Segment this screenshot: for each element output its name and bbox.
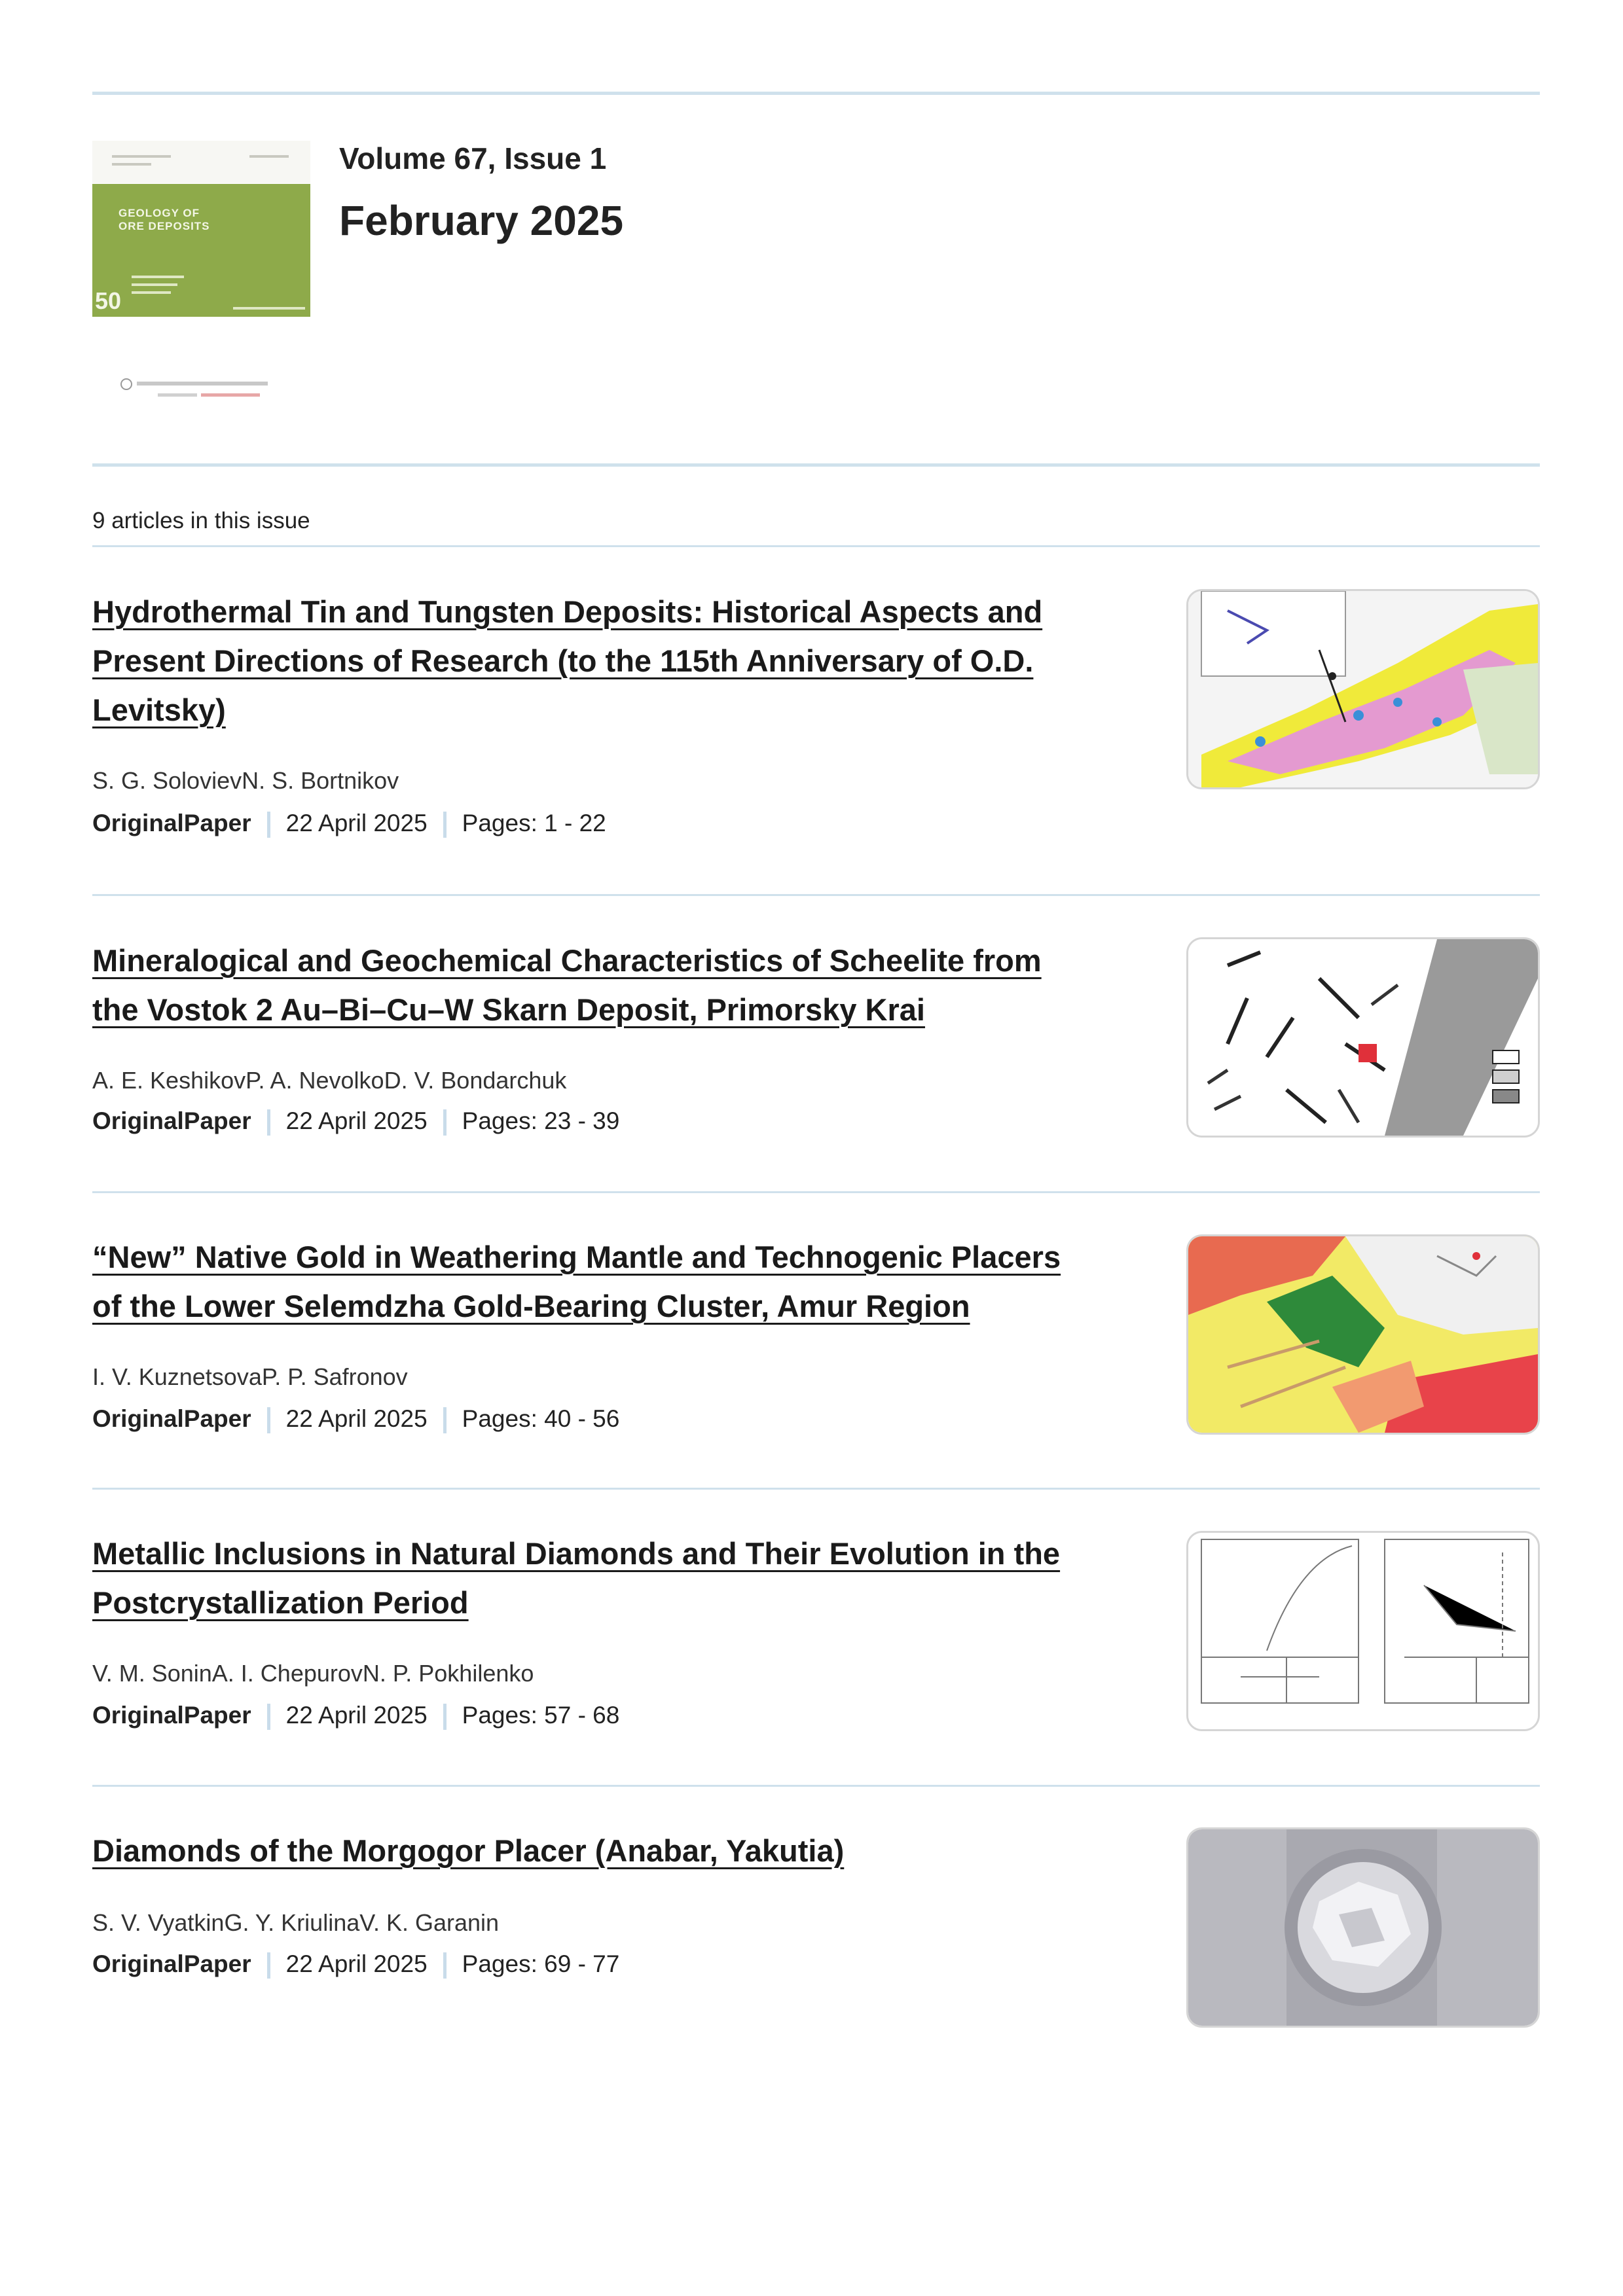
article-3-meta (92, 1405, 619, 1433)
list-top-rule (92, 545, 1540, 547)
header-top-rule (92, 92, 1540, 95)
article-pages: Pages: 69 - 77 (462, 1950, 620, 1977)
article-4-authors: V. M. SoninA. I. ChepurovN. P. Pokhilenko (92, 1660, 534, 1687)
meta-separator (443, 812, 447, 838)
article-pages: Pages: 23 - 39 (462, 1107, 620, 1134)
cover-number: 50 (95, 287, 122, 314)
article-5-title (92, 1826, 1133, 1875)
article-3-title (92, 1232, 1133, 1331)
article-1-authors: S. G. SolovievN. S. Bortnikov (92, 767, 399, 794)
article-2-authors: A. E. KeshikovP. A. NevolkoD. V. Bondarchuk (92, 1067, 567, 1094)
article-divider (92, 1191, 1540, 1193)
article-1-thumbnail[interactable] (1186, 589, 1540, 789)
article-type: OriginalPaper (92, 1107, 251, 1134)
article-2-title (92, 936, 1133, 1034)
article-pages: Pages: 40 - 56 (462, 1405, 620, 1432)
phase-diagram-icon (1188, 1533, 1538, 1729)
article-date: 22 April 2025 (285, 1702, 428, 1729)
article-3-title-link[interactable]: “New” Native Gold in Weathering Mantle and Technogenic Placers of the Lower Selemdzha Gold-Bearing Cluster, Amur Region (92, 1240, 1061, 1323)
article-4-meta (92, 1702, 619, 1730)
article-5-thumbnail[interactable] (1186, 1827, 1540, 2028)
article-date: 22 April 2025 (285, 1107, 428, 1134)
article-1-meta (92, 810, 606, 838)
article-3-authors: I. V. KuznetsovaP. P. Safronov (92, 1363, 408, 1390)
deposit-map-icon (1188, 939, 1538, 1136)
article-type: OriginalPaper (92, 1702, 251, 1729)
article-divider (92, 894, 1540, 896)
article-4-title-link[interactable]: Metallic Inclusions in Natural Diamonds and Their Evolution in the Postcrystallization Period (92, 1536, 1061, 1620)
article-5-authors: S. V. VyatkinG. Y. KriulinaV. K. Garanin (92, 1909, 500, 1936)
article-pages: Pages: 57 - 68 (462, 1702, 620, 1729)
meta-separator (443, 1704, 447, 1730)
meta-separator (267, 1704, 270, 1730)
meta-separator (267, 812, 270, 838)
article-2-meta (92, 1107, 619, 1136)
cover-green-panel (92, 184, 310, 317)
article-2-thumbnail[interactable] (1186, 937, 1540, 1138)
article-4-title (92, 1529, 1133, 1627)
article-4-thumbnail[interactable] (1186, 1531, 1540, 1731)
article-date: 22 April 2025 (285, 1950, 428, 1977)
header-bottom-rule (92, 463, 1540, 467)
geological-map-icon (1188, 591, 1538, 787)
meta-separator (267, 1952, 270, 1979)
meta-separator (267, 1407, 270, 1433)
article-5-meta (92, 1950, 619, 1979)
article-2-title-link[interactable]: Mineralogical and Geochemical Characteristics of Scheelite from the Vostok 2 Au–Bi–Cu–W Skarn Deposit, Primorsky Krai (92, 943, 1042, 1027)
meta-separator (267, 1109, 270, 1136)
article-date: 22 April 2025 (285, 1405, 428, 1432)
article-type: OriginalPaper (92, 810, 251, 836)
meta-separator (443, 1952, 447, 1979)
article-type: OriginalPaper (92, 1405, 251, 1432)
article-type: OriginalPaper (92, 1950, 251, 1977)
article-1-title-link[interactable]: Hydrothermal Tin and Tungsten Deposits: Historical Aspects and Present Directions of Research (to the 115th Anniversary of O.D. Levitsky) (92, 594, 1043, 727)
article-1-title (92, 587, 1133, 734)
journal-cover-image[interactable] (92, 141, 310, 422)
publisher-logo-icon (119, 376, 282, 403)
meta-separator (443, 1407, 447, 1433)
article-divider (92, 1785, 1540, 1787)
regional-map-icon (1188, 1236, 1538, 1433)
meta-separator (443, 1109, 447, 1136)
article-count: 9 articles in this issue (92, 508, 310, 533)
article-3-thumbnail[interactable] (1186, 1234, 1540, 1435)
issue-date: February 2025 (339, 197, 624, 244)
article-5-title-link[interactable]: Diamonds of the Morgogor Placer (Anabar, Yakutia) (92, 1833, 845, 1868)
article-date: 22 April 2025 (285, 810, 428, 836)
article-pages: Pages: 1 - 22 (462, 810, 606, 836)
issue-volume: Volume 67, Issue 1 (339, 141, 607, 175)
cover-title: GEOLOGY OF ORE DEPOSITS (119, 207, 210, 232)
diamond-photo-icon (1188, 1829, 1538, 2026)
article-divider (92, 1488, 1540, 1490)
cover-header-strip (92, 141, 310, 183)
